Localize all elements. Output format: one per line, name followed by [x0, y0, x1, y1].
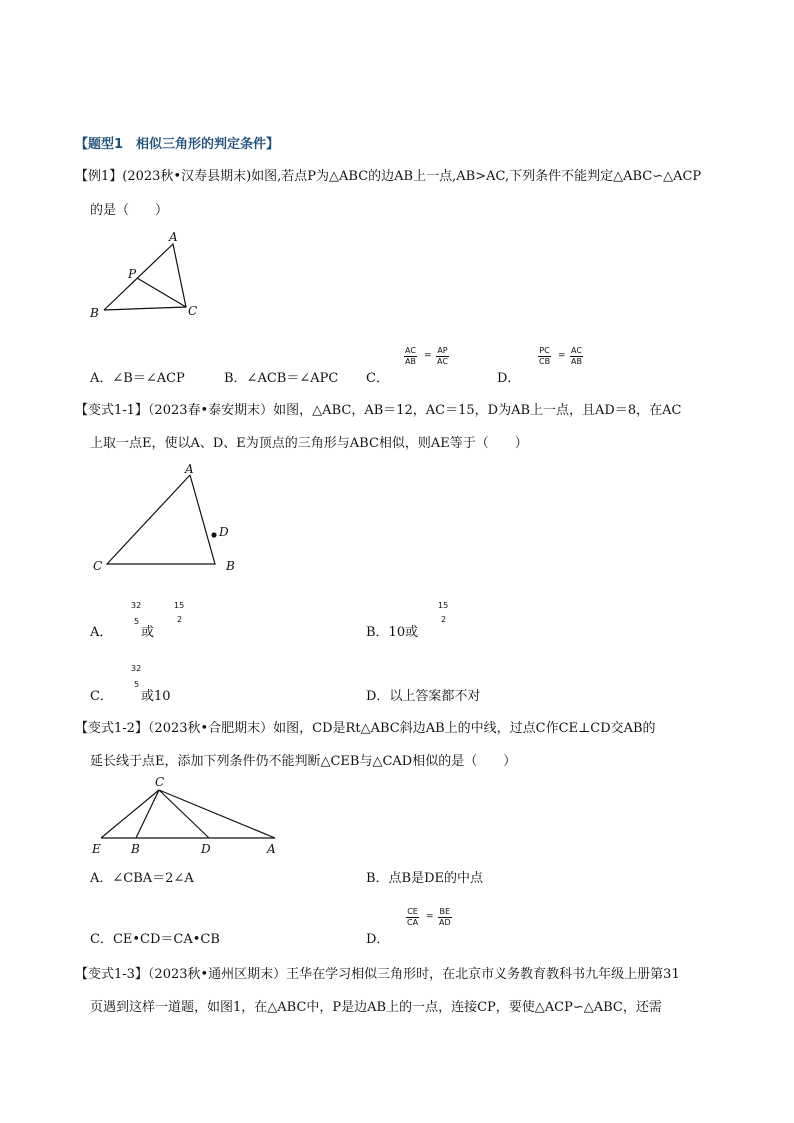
variant-1-2-option-d-left-fraction: [406, 907, 419, 928]
fraction-denominator: AB: [571, 357, 582, 366]
segment-cd: [159, 790, 209, 838]
fraction-numerator: 15: [438, 601, 449, 610]
fraction-denominator: 2: [441, 615, 447, 624]
segment-pc: [137, 278, 186, 307]
vertex-label-c: C: [188, 304, 198, 318]
fraction-numerator: 32: [131, 601, 142, 610]
fraction-denominator: AD: [439, 918, 451, 927]
fraction-numerator: BE: [439, 907, 451, 916]
triangle-acb-sides: [107, 475, 215, 564]
example-1-option-d-right-fraction: [570, 346, 583, 367]
variant-1-2-option-d: D．: [366, 932, 390, 947]
segment-ca: [159, 790, 275, 838]
fraction-denominator: 5: [134, 617, 140, 626]
fraction-numerator: 32: [131, 664, 142, 673]
vertex-label-a: A: [169, 230, 178, 244]
fraction-numerator: 15: [174, 601, 185, 610]
fraction-denominator: 5: [134, 680, 140, 689]
example-1-option-d-left-fraction: [538, 346, 551, 367]
example-1-option-c-left-fraction: [404, 346, 417, 367]
vertex-label-p: P: [128, 267, 137, 281]
variant-1-3-line-1: 【变式1-3】（2023秋•通州区期末）王华在学习相似三角形时，在北京市义务教育教科书九年级上册第31: [75, 967, 680, 982]
vertex-label-d: D: [219, 525, 229, 539]
or-word: 或: [141, 625, 155, 640]
fraction-numerator: AC: [571, 346, 582, 355]
variant-1-1-option-c-tail: 或10: [141, 689, 171, 704]
vertex-label-b: B: [226, 559, 235, 573]
equals-sign: =: [558, 351, 566, 361]
triangle-abc-figure: [85, 228, 210, 323]
example-1-option-b: B．∠ACB＝∠APC: [224, 371, 339, 386]
fraction-denominator: CB: [539, 357, 551, 366]
vertex-label-e: E: [92, 842, 101, 856]
variant-1-1-line-2: 上取一点E，使以A、D、E为顶点的三角形与ABC相似，则AE等于（ ）: [90, 436, 528, 451]
variant-1-1-option-b: B．10或: [366, 625, 419, 640]
vertex-label-b: B: [90, 306, 99, 320]
vertex-label-d: D: [201, 842, 211, 856]
vertex-label-a: A: [185, 462, 194, 476]
example-1-line-2: 的是（ ）: [90, 203, 169, 218]
fraction-denominator: 2: [177, 615, 183, 624]
variant-1-1-option-c: C．: [90, 689, 113, 704]
variant-1-1-line-1: 【变式1-1】（2023春•泰安期末）如图，△ABC，AB＝12，AC＝15，D为AB上一点，且AD＝8，在AC: [75, 403, 682, 418]
right-triangle-figure: [85, 772, 285, 860]
fraction-denominator: AB: [405, 357, 416, 366]
variant-1-1-option-a: A．: [90, 625, 113, 640]
variant-1-2-option-b: B．点B是DE的中点: [366, 871, 484, 886]
fraction-numerator: CE: [407, 907, 418, 916]
fraction-numerator: PC: [539, 346, 550, 355]
variant-1-2-line-2: 延长线于点E，添加下列条件仍不能判断△CEB与△CAD相似的是（ ）: [90, 754, 517, 769]
example-1-line-1: 【例1】(2023秋•汉寿县期末)如图,若点P为△ABC的边AB上一点,AB>AC,下列条件不能判定△ABC∽△ACP: [75, 169, 702, 184]
variant-1-2-option-c: C．CE•CD＝CA•CB: [90, 932, 220, 947]
equals-sign: =: [424, 351, 432, 361]
fraction-denominator: CA: [407, 918, 419, 927]
fraction-numerator: AC: [405, 346, 416, 355]
vertex-label-a: A: [267, 842, 276, 856]
variant-1-1-option-d: D．以上答案都不对: [366, 689, 481, 704]
triangle-acb-figure: [88, 462, 243, 577]
variant-1-2-option-a: A．∠CBA＝2∠A: [90, 871, 194, 886]
variant-1-2-option-d-right-fraction: [438, 907, 452, 928]
variant-1-2-line-1: 【变式1-2】（2023秋•合肥期末）如图，CD是Rt△ABC斜边AB上的中线，过点C作CE⊥CD交AB的: [75, 721, 656, 736]
point-d-dot: [211, 532, 216, 537]
segment-cb: [136, 790, 159, 838]
section-heading: 【题型1 相似三角形的判定条件】: [75, 137, 280, 152]
variant-1-3-line-2: 页遇到这样一道题，如图1，在△ABC中，P是边AB上的一点，连接CP，要使△ACP∽△ABC，还需: [90, 1000, 662, 1015]
fraction-numerator: AP: [437, 346, 448, 355]
segment-ce: [101, 790, 159, 838]
fraction-denominator: AC: [437, 357, 448, 366]
example-1-option-d: D．: [497, 371, 521, 386]
example-1-option-c: C．: [366, 371, 389, 386]
example-1-option-c-right-fraction: [436, 346, 449, 367]
vertex-label-c: C: [93, 559, 103, 573]
vertex-label-c: C: [155, 775, 165, 789]
equals-sign: =: [426, 912, 434, 922]
example-1-option-a: A．∠B＝∠ACP: [90, 371, 185, 386]
vertex-label-b: B: [131, 842, 140, 856]
